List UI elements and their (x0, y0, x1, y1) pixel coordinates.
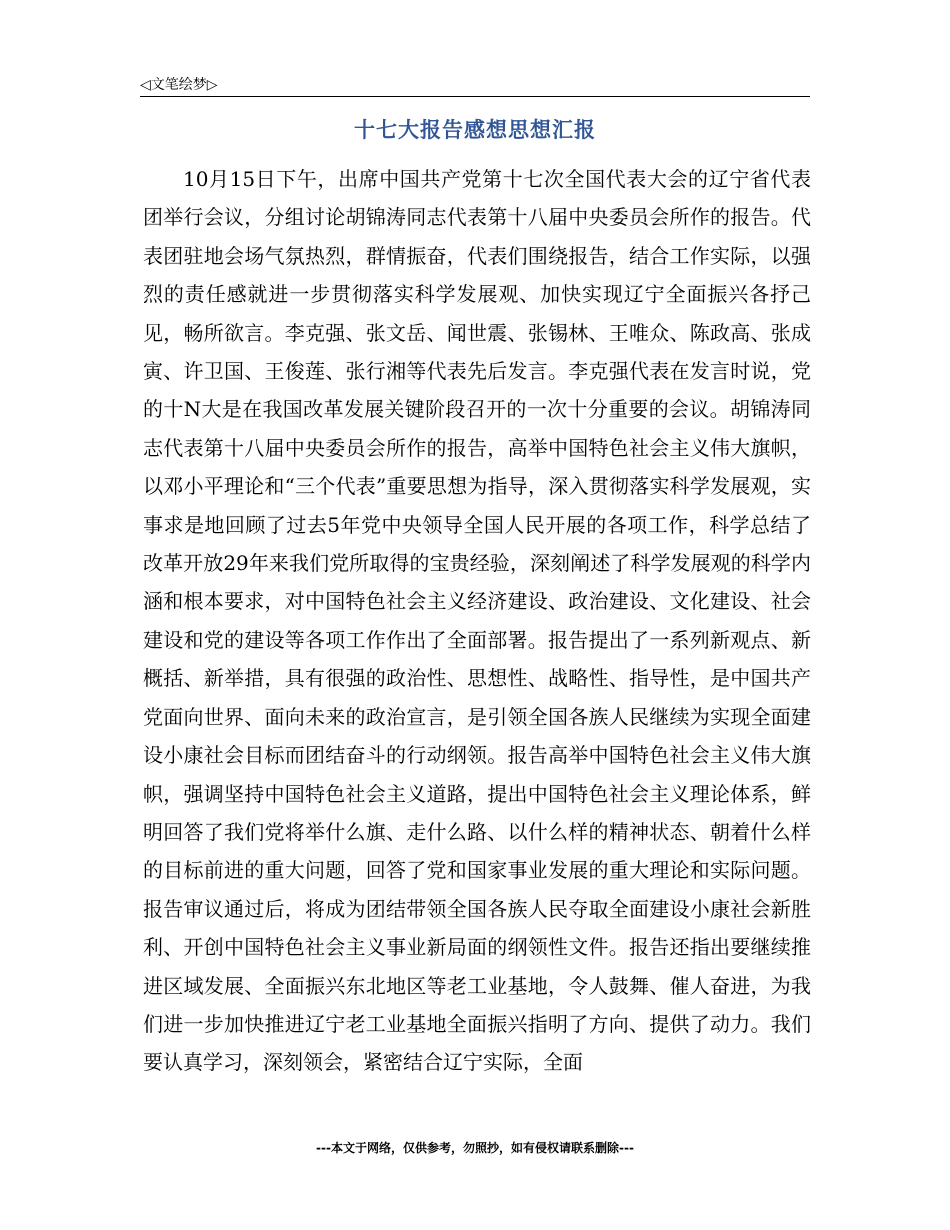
footer-notice: ---本文于网络，仅供参考，勿照抄，如有侵权请联系删除--- (316, 1141, 634, 1155)
document-title: 十七大报告感想思想汇报 (354, 117, 596, 142)
header-brand: ◁文笔绘梦▷ (140, 77, 218, 93)
body-paragraph: 10月15日下午，出席中国共产党第十七次全国代表大会的辽宁省代表团举行会议，分组讨论胡锦涛同志代表第十八届中央委员会所作的报告。代表团驻地会场气氛热烈，群情振奋，代表们围绕报告，结合工作实际，以强烈的责任感就进一步贯彻落实科学发展观、加快实现辽宁全面振兴各抒己见，畅所欲言。李克强、张文岳、闻世震、张锡林、王唯众、陈政高、张成寅、许卫国、王俊莲、张行湘等代表先后发言。李克强代表在发言时说，党的十N大是在我国改革发展关键阶段召开的一次十分重要的会议。胡锦涛同志代表第十八届中央委员会所作的报告，高举中国特色社会主义伟大旗帜，以邓小平理论和“三个代表”重要思想为指导，深入贯彻落实科学发展观，实事求是地回顾了过去5年党中央领导全国人民开展的各项工作，科学总结了改革开放29年来我们党所取得的宝贵经验，深刻阐述了科学发展观的科学内涵和根本要求，对中国特色社会主义经济建设、政治建设、文化建设、社会建设和党的建设等各项工作作出了全面部署。报告提出了一系列新观点、新概括、新举措，具有很强的政治性、思想性、战略性、指导性，是中国共产党面向世界、面向未来的政治宣言，是引领全国各族人民继续为实现全面建设小康社会目标而团结奋斗的行动纲领。报告高举中国特色社会主义伟大旗帜，强调坚持中国特色社会主义道路，提出中国特色社会主义理论体系，鲜明回答了我们党将举什么旗、走什么路、以什么样的精神状态、朝着什么样的目标前进的重大问题，回答了党和国家事业发展的重大理论和实际问题。报告审议通过后，将成为团结带领全国各族人民夺取全面建设小康社会新胜利、开创中国特色社会主义事业新局面的纲领性文件。报告还指出要继续推进区域发展、全面振兴东北地区等老工业基地，令人鼓舞、催人奋进，为我们进一步加快推进辽宁老工业基地全面振兴指明了方向、提供了动力。我们要认真学习，深刻领会，紧密结合辽宁实际，全面 (143, 167, 811, 1075)
page-header (140, 72, 810, 97)
